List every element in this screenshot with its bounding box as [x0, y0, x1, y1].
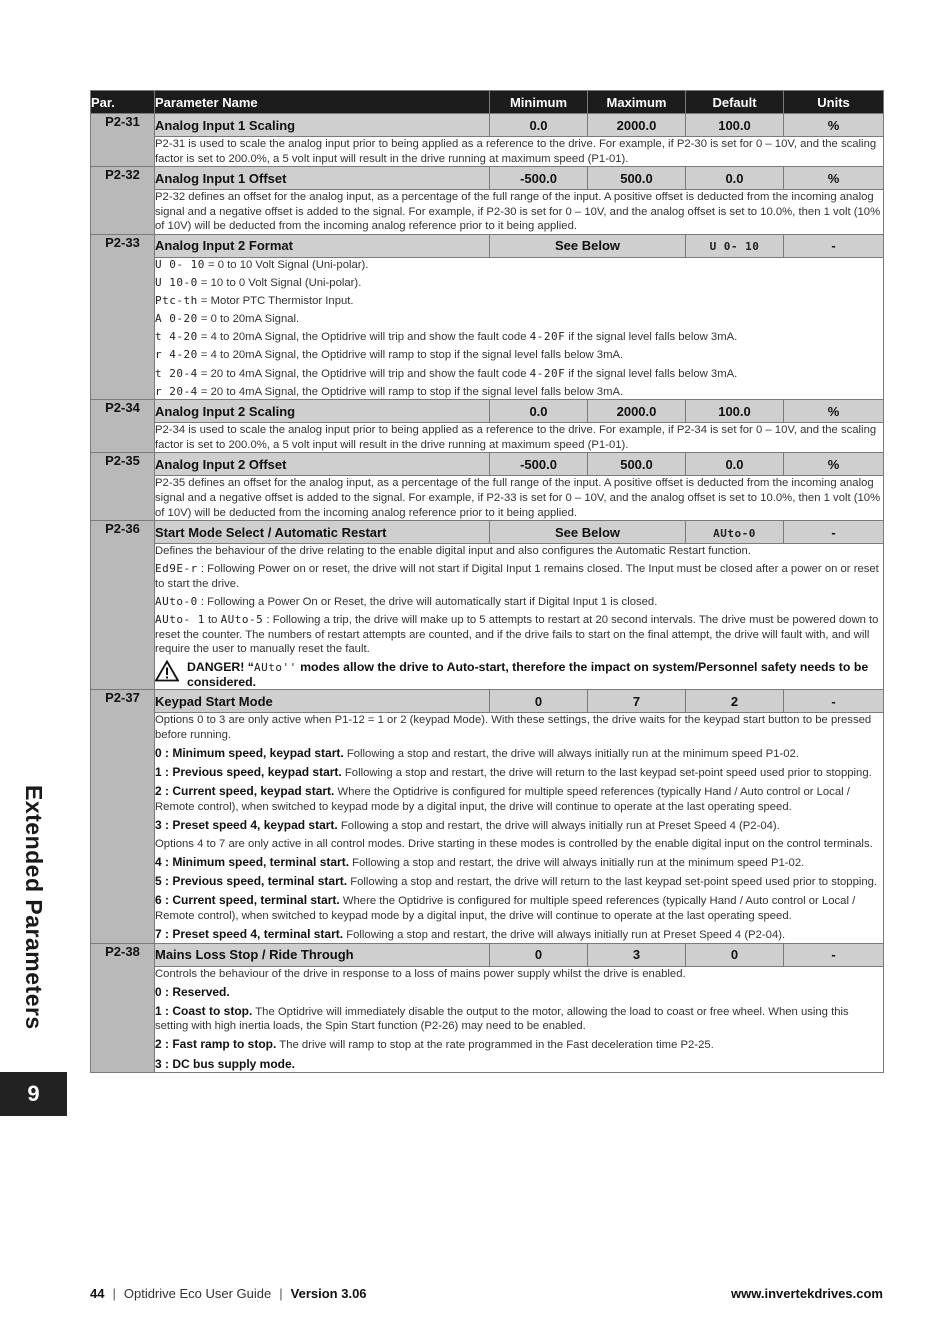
param-code: P2-38 [91, 943, 155, 1073]
option-text: Following a stop and restart, the drive will return to the last keypad set-point speed used prior to stopping. [347, 876, 878, 889]
param-units: - [784, 943, 884, 966]
param-name: Analog Input 2 Format [155, 234, 490, 257]
param-name: Analog Input 1 Offset [155, 167, 490, 190]
option-text: = 0 to 20mA Signal. [197, 313, 300, 326]
desc-text: Options 0 to 3 are only active when P1-12 = 1 or 2 (keypad Mode). With these settings, the drive waits for the keypad start button to be pressed before running. [155, 714, 872, 741]
option-line [155, 562, 883, 591]
danger-warning [155, 660, 883, 689]
param-min: -500.0 [490, 167, 588, 190]
param-description [155, 190, 884, 235]
option-text: Following a stop and restart, the drive will return to the last keypad set-point speed used prior to stopping. [341, 767, 872, 780]
option-line [155, 367, 883, 382]
segment-code: Ed9E-r [155, 562, 198, 576]
param-default: 0.0 [686, 453, 784, 476]
param-name: Analog Input 2 Offset [155, 453, 490, 476]
option-line [155, 784, 883, 814]
segment-code: t 20-4 [155, 366, 198, 380]
param-units: % [784, 400, 884, 423]
option-title: 0 : Reserved. [155, 984, 230, 999]
warning-triangle-icon [155, 660, 179, 682]
param-row-p2-37 [91, 690, 884, 713]
option-line [155, 1057, 883, 1073]
param-name: Start Mode Select / Automatic Restart [155, 521, 490, 544]
option-text: if the signal level falls below 3mA. [565, 331, 738, 344]
page-number: 44 [90, 1286, 105, 1301]
param-default: 0.0 [686, 167, 784, 190]
segment-code: AUto- 1 [155, 613, 205, 627]
option-text: to [204, 614, 221, 627]
option-line [155, 348, 883, 363]
param-row-p2-34 [91, 400, 884, 423]
desc-text: P2-34 is used to scale the analog input prior to being applied as a reference to the drive. For example, if P2-34 is set for 0 – 10V, and the scaling factor is set to 200.0%, a 5 volt input will result in the drive running at maximum speed (P1-01). [155, 424, 877, 451]
segment-code: AUto-0 [155, 594, 198, 608]
param-description [155, 966, 884, 1073]
option-title: 6 : Current speed, terminal start. [155, 893, 340, 908]
option-title: 2 : Fast ramp to stop. [155, 1037, 277, 1052]
param-description [155, 257, 884, 399]
segment-code: r 4-20 [155, 348, 198, 362]
option-title: 7 : Preset speed 4, terminal start. [155, 926, 344, 941]
param-min: 0.0 [490, 400, 588, 423]
param-code: P2-36 [91, 521, 155, 690]
parameter-table [90, 90, 884, 1073]
param-units: % [784, 167, 884, 190]
param-default: 100.0 [686, 400, 784, 423]
option-text: = 10 to 0 Volt Signal (Uni-polar). [197, 277, 362, 290]
param-code: P2-37 [91, 690, 155, 943]
desc-text: P2-32 defines an offset for the analog input, as a percentage of the full range of the input. A positive offset is deducted from the incoming analog signal and a negative offset is added to the signal. For example, if P2-30 is set for 0 – 10V, and the analog offset is set to 10.0%, then 1 volt (10% of 10V) will be deducted from the incoming analog reference prior to it being applied. [155, 191, 881, 233]
guide-title: Optidrive Eco User Guide [123, 1286, 272, 1301]
segment-code: U 0- 10 [709, 240, 760, 254]
option-line [155, 927, 883, 943]
col-units: Units [784, 91, 884, 114]
option-line [155, 985, 883, 1001]
table-header [91, 91, 884, 114]
option-text: = 4 to 20mA Signal, the Optidrive will trip and show the fault code [197, 331, 530, 344]
desc-text: Defines the behaviour of the drive relating to the enable digital input and also configures the Automatic Restart function. [155, 545, 751, 558]
option-line [155, 746, 883, 762]
version-label: Version 3.06 [290, 1286, 367, 1301]
param-max: 2000.0 [588, 400, 686, 423]
chapter-tab: 9 [0, 1072, 67, 1116]
param-description [155, 137, 884, 167]
website-link[interactable]: www.invertekdrives.com [731, 1286, 883, 1301]
param-max: 500.0 [588, 453, 686, 476]
param-default [686, 521, 784, 544]
option-line [155, 276, 883, 291]
option-title: 2 : Current speed, keypad start. [155, 784, 335, 799]
param-name: Mains Loss Stop / Ride Through [155, 943, 490, 966]
segment-code: r 20-4 [155, 384, 198, 398]
option-text: Following a stop and restart, the drive will always initially run at Preset Speed 4 (P2-04). [343, 928, 786, 941]
param-units: - [784, 521, 884, 544]
col-name: Parameter Name [155, 91, 490, 114]
param-max: 2000.0 [588, 114, 686, 137]
option-text: Following a stop and restart, the drive will always initially run at the minimum speed P1-02. [343, 748, 799, 761]
option-line [155, 1037, 883, 1053]
segment-code: 4-20F [529, 330, 566, 344]
option-text: = Motor PTC Thermistor Input. [197, 295, 354, 308]
param-units: - [784, 690, 884, 713]
footer-left [90, 1286, 367, 1301]
segment-code: AUto-0 [713, 526, 756, 540]
option-text: The drive will ramp to stop at the rate programmed in the Fast deceleration time P2-25. [276, 1039, 714, 1052]
option-title: 3 : DC bus supply mode. [155, 1056, 296, 1071]
desc-text: P2-35 defines an offset for the analog input, as a percentage of the full range of the input. A positive offset is deducted from the incoming analog signal and a negative offset is added to the signal. For example, if P2-33 is set for 0 – 10V, and the analog offset is set to 10.0%, then 1 volt (10% of 10V) will be deducted from the incoming analog reference prior to it being applied. [155, 477, 881, 519]
option-text: The Optidrive will immediately disable the output to the motor, allowing the load to coast or free wheel. When using this setting with high inertia loads, the Spin Start function (P2-26) may need to be enabled. [155, 1005, 849, 1033]
param-row-p2-38 [91, 943, 884, 966]
option-title: 0 : Minimum speed, keypad start. [155, 746, 344, 761]
param-code: P2-31 [91, 114, 155, 167]
option-text: : Following a trip, the drive will make up to 5 attempts to restart at 20 second intervals. The drive must be powered down to reset the counter. The numbers of restart attempts are counted, and if the drive fails to start on the final attempt, the drive will fault with, and will require the user to manually reset the fault. [155, 614, 879, 656]
section-side-label: Extended Parameters [21, 785, 47, 1030]
option-text: = 20 to 4mA Signal, the Optidrive will ramp to stop if the signal level falls below 3mA. [197, 385, 624, 398]
option-line [155, 294, 883, 309]
option-text: if the signal level falls below 3mA. [565, 367, 738, 380]
option-title: 5 : Previous speed, terminal start. [155, 874, 348, 889]
param-units: % [784, 453, 884, 476]
param-description [155, 544, 884, 690]
param-name: Analog Input 2 Scaling [155, 400, 490, 423]
param-units: - [784, 234, 884, 257]
col-par: Par. [91, 91, 155, 114]
param-units: % [784, 114, 884, 137]
option-line [155, 874, 883, 890]
param-max: 7 [588, 690, 686, 713]
param-code: P2-35 [91, 453, 155, 521]
footer-separator: | [279, 1286, 283, 1301]
option-text: Where the Optidrive is configured for multiple speed references (typically Hand / Auto control or Local / Remote control), when switched to keypad mode by a digital input, the drive will continue to operate at the last operating speed. [155, 895, 856, 922]
param-row-p2-33 [91, 234, 884, 257]
segment-code: 4-20F [529, 366, 566, 380]
param-row-p2-36 [91, 521, 884, 544]
footer-separator: | [112, 1286, 116, 1301]
param-min: 0 [490, 690, 588, 713]
param-code: P2-32 [91, 167, 155, 235]
param-max: 500.0 [588, 167, 686, 190]
param-name: Analog Input 1 Scaling [155, 114, 490, 137]
param-range: See Below [490, 234, 686, 257]
option-title: 1 : Previous speed, keypad start. [155, 765, 342, 780]
option-text: Following a stop and restart, the drive will always initially run at Preset Speed 4 (P2-04). [337, 819, 780, 832]
option-title: 1 : Coast to stop. [155, 1003, 253, 1018]
param-code: P2-34 [91, 400, 155, 453]
option-text: Where the Optidrive is configured for multiple speed references (typically Hand / Auto control or Local / Remote control), when switched to keypad mode by a digital input, the drive will continue to operate at the last operating speed. [155, 786, 850, 813]
danger-text: DANGER! “AUto'' modes allow the drive to Auto-start, therefore the impact on system/Personnel safety needs to be considered. [187, 660, 869, 690]
desc-text: Controls the behaviour of the drive in response to a loss of mains power supply whilst the drive is enabled. [155, 967, 686, 980]
option-line [155, 258, 883, 273]
segment-code: U 0- 10 [155, 257, 205, 271]
param-min: 0.0 [490, 114, 588, 137]
option-line [155, 855, 883, 871]
col-min: Minimum [490, 91, 588, 114]
param-row-p2-32 [91, 167, 884, 190]
option-line [155, 893, 883, 923]
option-text: Following a stop and restart, the drive will always initially run at the minimum speed P1-02. [349, 857, 805, 870]
option-line [155, 765, 883, 781]
desc-text: Options 4 to 7 are only active in all control modes. Drive starting in these modes is controlled by the enable digital input on the control terminals. [155, 838, 873, 850]
param-default: 2 [686, 690, 784, 713]
param-row-p2-31 [91, 114, 884, 137]
option-text: : Following a Power On or Reset, the drive will automatically start if Digital Input 1 is closed. [197, 595, 658, 608]
option-title: 3 : Preset speed 4, keypad start. [155, 817, 338, 832]
option-line [155, 385, 883, 400]
col-max: Maximum [588, 91, 686, 114]
option-line [155, 818, 883, 834]
option-line [155, 312, 883, 327]
segment-code: t 4-20 [155, 330, 198, 344]
option-line [155, 613, 883, 657]
desc-text: P2-31 is used to scale the analog input prior to being applied as a reference to the drive. For example, if P2-30 is set for 0 – 10V, and the scaling factor is set to 200.0%, a 5 volt input will result in the drive running at maximum speed (P1-01). [155, 138, 877, 165]
param-min: 0 [490, 943, 588, 966]
param-range: See Below [490, 521, 686, 544]
param-default: 100.0 [686, 114, 784, 137]
param-description [155, 713, 884, 943]
param-min: -500.0 [490, 453, 588, 476]
option-text: = 20 to 4mA Signal, the Optidrive will trip and show the fault code [197, 367, 530, 380]
segment-code: A 0-20 [155, 312, 198, 326]
option-line [155, 330, 883, 345]
segment-code: U 10-0 [155, 276, 198, 290]
page-footer [90, 1286, 883, 1301]
segment-code: Ptc-th [155, 294, 198, 308]
col-default: Default [686, 91, 784, 114]
param-description [155, 423, 884, 453]
param-default: 0 [686, 943, 784, 966]
param-default [686, 234, 784, 257]
option-text: : Following Power on or reset, the drive will not start if Digital Input 1 remains closed. The Input must be closed after a power on or reset to start the drive. [155, 563, 879, 590]
option-line [155, 595, 883, 610]
segment-code: AUto-5 [220, 613, 264, 627]
param-max: 3 [588, 943, 686, 966]
param-name: Keypad Start Mode [155, 690, 490, 713]
option-text: = 4 to 20mA Signal, the Optidrive will ramp to stop if the signal level falls below 3mA. [197, 349, 624, 362]
option-title: 4 : Minimum speed, terminal start. [155, 855, 350, 870]
option-text: = 0 to 10 Volt Signal (Uni-polar). [204, 258, 369, 271]
segment-code: AUto'' [253, 661, 297, 675]
param-code: P2-33 [91, 234, 155, 399]
param-description [155, 476, 884, 521]
param-row-p2-35 [91, 453, 884, 476]
option-line [155, 1004, 883, 1034]
